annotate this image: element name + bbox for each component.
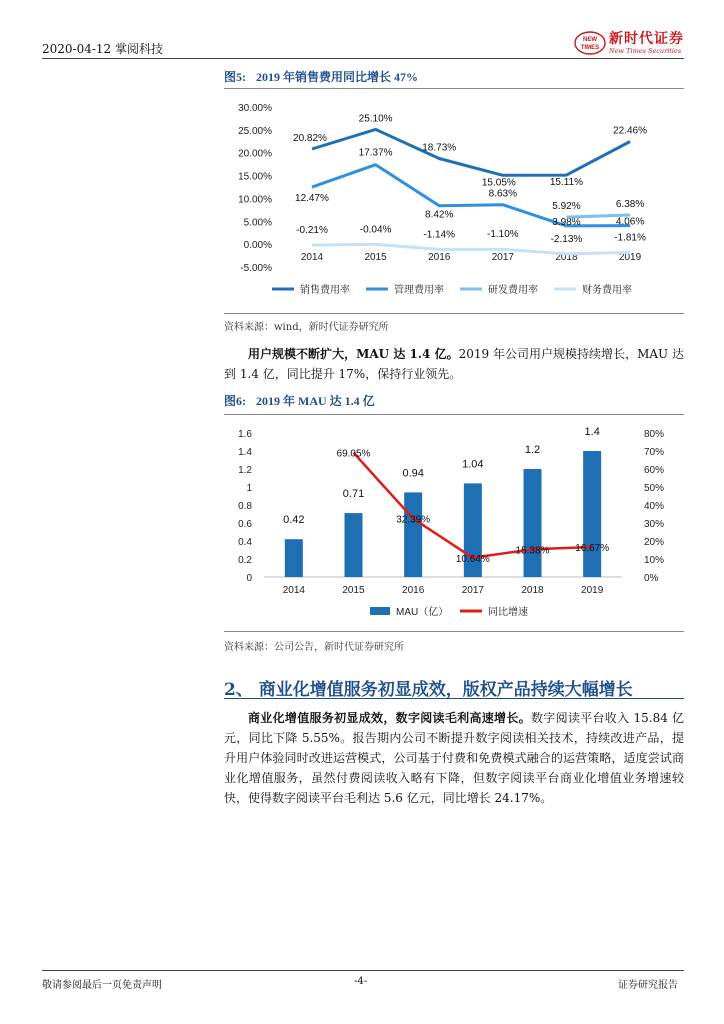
series-line-3 (566, 215, 630, 217)
data-label: 6.38% (615, 198, 645, 210)
right-tick-label: 40% (644, 501, 665, 512)
right-tick-label: 30% (644, 519, 665, 530)
left-tick-label: 0.2 (238, 555, 252, 566)
figure6-title (224, 392, 385, 409)
x-tick-label: 2014 (282, 585, 305, 596)
bar (524, 469, 542, 577)
data-label: 17.37% (358, 147, 393, 159)
bar (583, 451, 601, 577)
section2-rule (224, 698, 684, 699)
y-tick-label: 0.00% (243, 240, 272, 252)
data-label: 4.06% (615, 216, 645, 228)
line-label: 69.05% (336, 448, 371, 460)
bar-label: 1.4 (584, 426, 600, 438)
legend-label: 研发费用率 (488, 285, 538, 296)
data-label: 15.05% (481, 177, 516, 189)
x-tick-label: 2016 (402, 585, 425, 596)
data-label: 18.73% (422, 142, 457, 154)
legend-label: 财务费用率 (582, 285, 632, 296)
legend-label: 销售费用率 (300, 285, 350, 296)
data-label: 3.98% (552, 216, 581, 228)
footer-disclaimer: 敬请参阅最后一页免责声明 (42, 980, 162, 991)
left-tick-label: 1.6 (238, 429, 252, 440)
figure6-label: 图6: (224, 394, 246, 408)
data-label: 8.63% (488, 188, 518, 200)
figure5-title-text: 2019 年销售费用同比增长 47% (256, 70, 419, 84)
paragraph-commercial-lead: 商业化增值服务初显成效，数字阅读毛利高速增长。 (248, 711, 531, 725)
x-tick-label: 2019 (618, 252, 642, 264)
x-tick-label: 2018 (521, 585, 544, 596)
y-tick-label: 30.00% (238, 103, 272, 114)
y-tick-label: 15.00% (238, 171, 272, 183)
data-label: 8.42% (425, 209, 454, 221)
x-tick-label: 2015 (342, 585, 365, 596)
figure5-chart (224, 88, 684, 314)
bar-label: 1.04 (462, 458, 484, 471)
right-tick-label: 10% (644, 555, 665, 566)
left-tick-label: 1.4 (238, 447, 252, 458)
logo-text-en: New Times Securities (609, 47, 682, 55)
bar (285, 539, 303, 577)
x-tick-label: 2014 (300, 252, 324, 264)
line-label: 32.39% (396, 514, 431, 526)
y-tick-label: 5.00% (243, 217, 272, 229)
section2-heading: 2、 商业化增值服务初显成效，版权产品持续大幅增长 (224, 680, 633, 700)
paragraph-user-scale-text: 2019 年公司用户规模持续增长，MAU 达到 1.4 亿，同比提升 17%，保持行业领先。 (224, 347, 684, 381)
legend-label: MAU（亿） (396, 607, 449, 618)
bar (404, 492, 422, 577)
x-tick-label: 2017 (461, 585, 484, 596)
data-label: -0.04% (359, 224, 392, 236)
svg-text:TIMES: TIMES (580, 45, 600, 51)
line-label: 16.67% (575, 542, 610, 554)
data-label: -0.21% (296, 225, 328, 237)
figure5-label: 图5: (224, 70, 246, 84)
left-tick-label: 0.4 (238, 537, 252, 548)
figure6-title-text: 2019 年 MAU 达 1.4 亿 (256, 394, 375, 408)
series-line-4 (312, 244, 630, 254)
right-tick-label: 50% (644, 483, 665, 494)
right-tick-label: 80% (644, 429, 665, 440)
y-tick-label: -5.00% (240, 263, 272, 274)
data-label: -2.13% (550, 233, 583, 245)
figure6-chart (224, 414, 684, 632)
company-logo (573, 28, 693, 58)
y-tick-label: 20.00% (238, 148, 272, 160)
data-label: 20.82% (293, 132, 327, 144)
bar-label: 0.94 (402, 467, 424, 480)
y-tick-label: 10.00% (238, 194, 272, 206)
paragraph-user-scale-lead: 用户规模不断扩大，MAU 达 1.4 亿。 (248, 347, 459, 361)
right-tick-label: 60% (644, 465, 665, 476)
line-label: 15.38% (515, 545, 550, 557)
footer-report-type: 证券研究报告 (618, 980, 678, 991)
logo-text-cn: 新时代证券 (609, 31, 684, 47)
legend-label: 同比增速 (488, 607, 528, 618)
paragraph-commercial-text: 数字阅读平台收入 15.84 亿元，同比下降 5.55%。报告期内公司不断提升数字阅读相关技术，持续改进产品，提升用户体验同时改进运营模式，公司基于付费和免费模式融合的运营策略，适度尝试商业化增值服务，虽然付费阅读收入略有下降，但数字阅读平台商业化增值业务增速较快，使得数字阅读平台毛利达 5.6 亿元，同比增长 24.17%。 (224, 711, 684, 805)
data-label: 25.10% (358, 113, 393, 125)
figure6-source: 资料来源：公司公告，新时代证券研究所 (224, 642, 404, 653)
data-label: 22.46% (613, 125, 648, 137)
right-tick-label: 70% (644, 447, 665, 458)
line-label: 10.64% (455, 553, 490, 565)
paragraph-user-scale (224, 344, 684, 384)
bar-label: 1.2 (524, 444, 541, 456)
data-label: 5.92% (552, 201, 581, 213)
left-tick-label: 0.6 (238, 519, 252, 530)
x-tick-label: 2016 (428, 252, 451, 264)
left-tick-label: 0.8 (238, 501, 252, 512)
left-tick-label: 1.2 (238, 465, 252, 476)
svg-text:NEW: NEW (583, 37, 597, 43)
data-label: -1.81% (614, 232, 646, 244)
header-rule (42, 58, 684, 59)
footer-rule (42, 970, 684, 971)
bar-label: 0.42 (283, 514, 305, 527)
bar (345, 513, 363, 577)
figure5-source: 资料来源：wind，新时代证券研究所 (224, 322, 389, 333)
x-tick-label: 2017 (491, 252, 514, 264)
legend-label: 管理费用率 (394, 285, 444, 296)
header-date-company: 2020-04-12 掌阅科技 (42, 42, 164, 56)
data-label: -1.14% (423, 229, 456, 241)
x-tick-label: 2019 (581, 585, 604, 596)
y-tick-label: 25.00% (238, 125, 272, 137)
data-label: -1.10% (486, 229, 519, 241)
left-tick-label: 1 (246, 483, 252, 494)
left-tick-label: 0 (246, 573, 252, 584)
right-tick-label: 20% (644, 537, 665, 548)
figure6-svg (224, 415, 684, 631)
x-tick-label: 2018 (555, 252, 578, 264)
figure5-title (224, 68, 428, 85)
x-tick-label: 2015 (364, 252, 387, 264)
footer-page-number: -4- (354, 976, 368, 987)
figure5-svg (224, 89, 684, 313)
data-label: 15.11% (549, 177, 584, 189)
legend-swatch-bar (370, 607, 390, 615)
logo-mark-icon (573, 28, 607, 58)
paragraph-commercial (224, 708, 684, 808)
right-tick-label: 0% (644, 573, 659, 584)
bar-label: 0.71 (342, 488, 365, 501)
data-label: 12.47% (295, 193, 329, 205)
